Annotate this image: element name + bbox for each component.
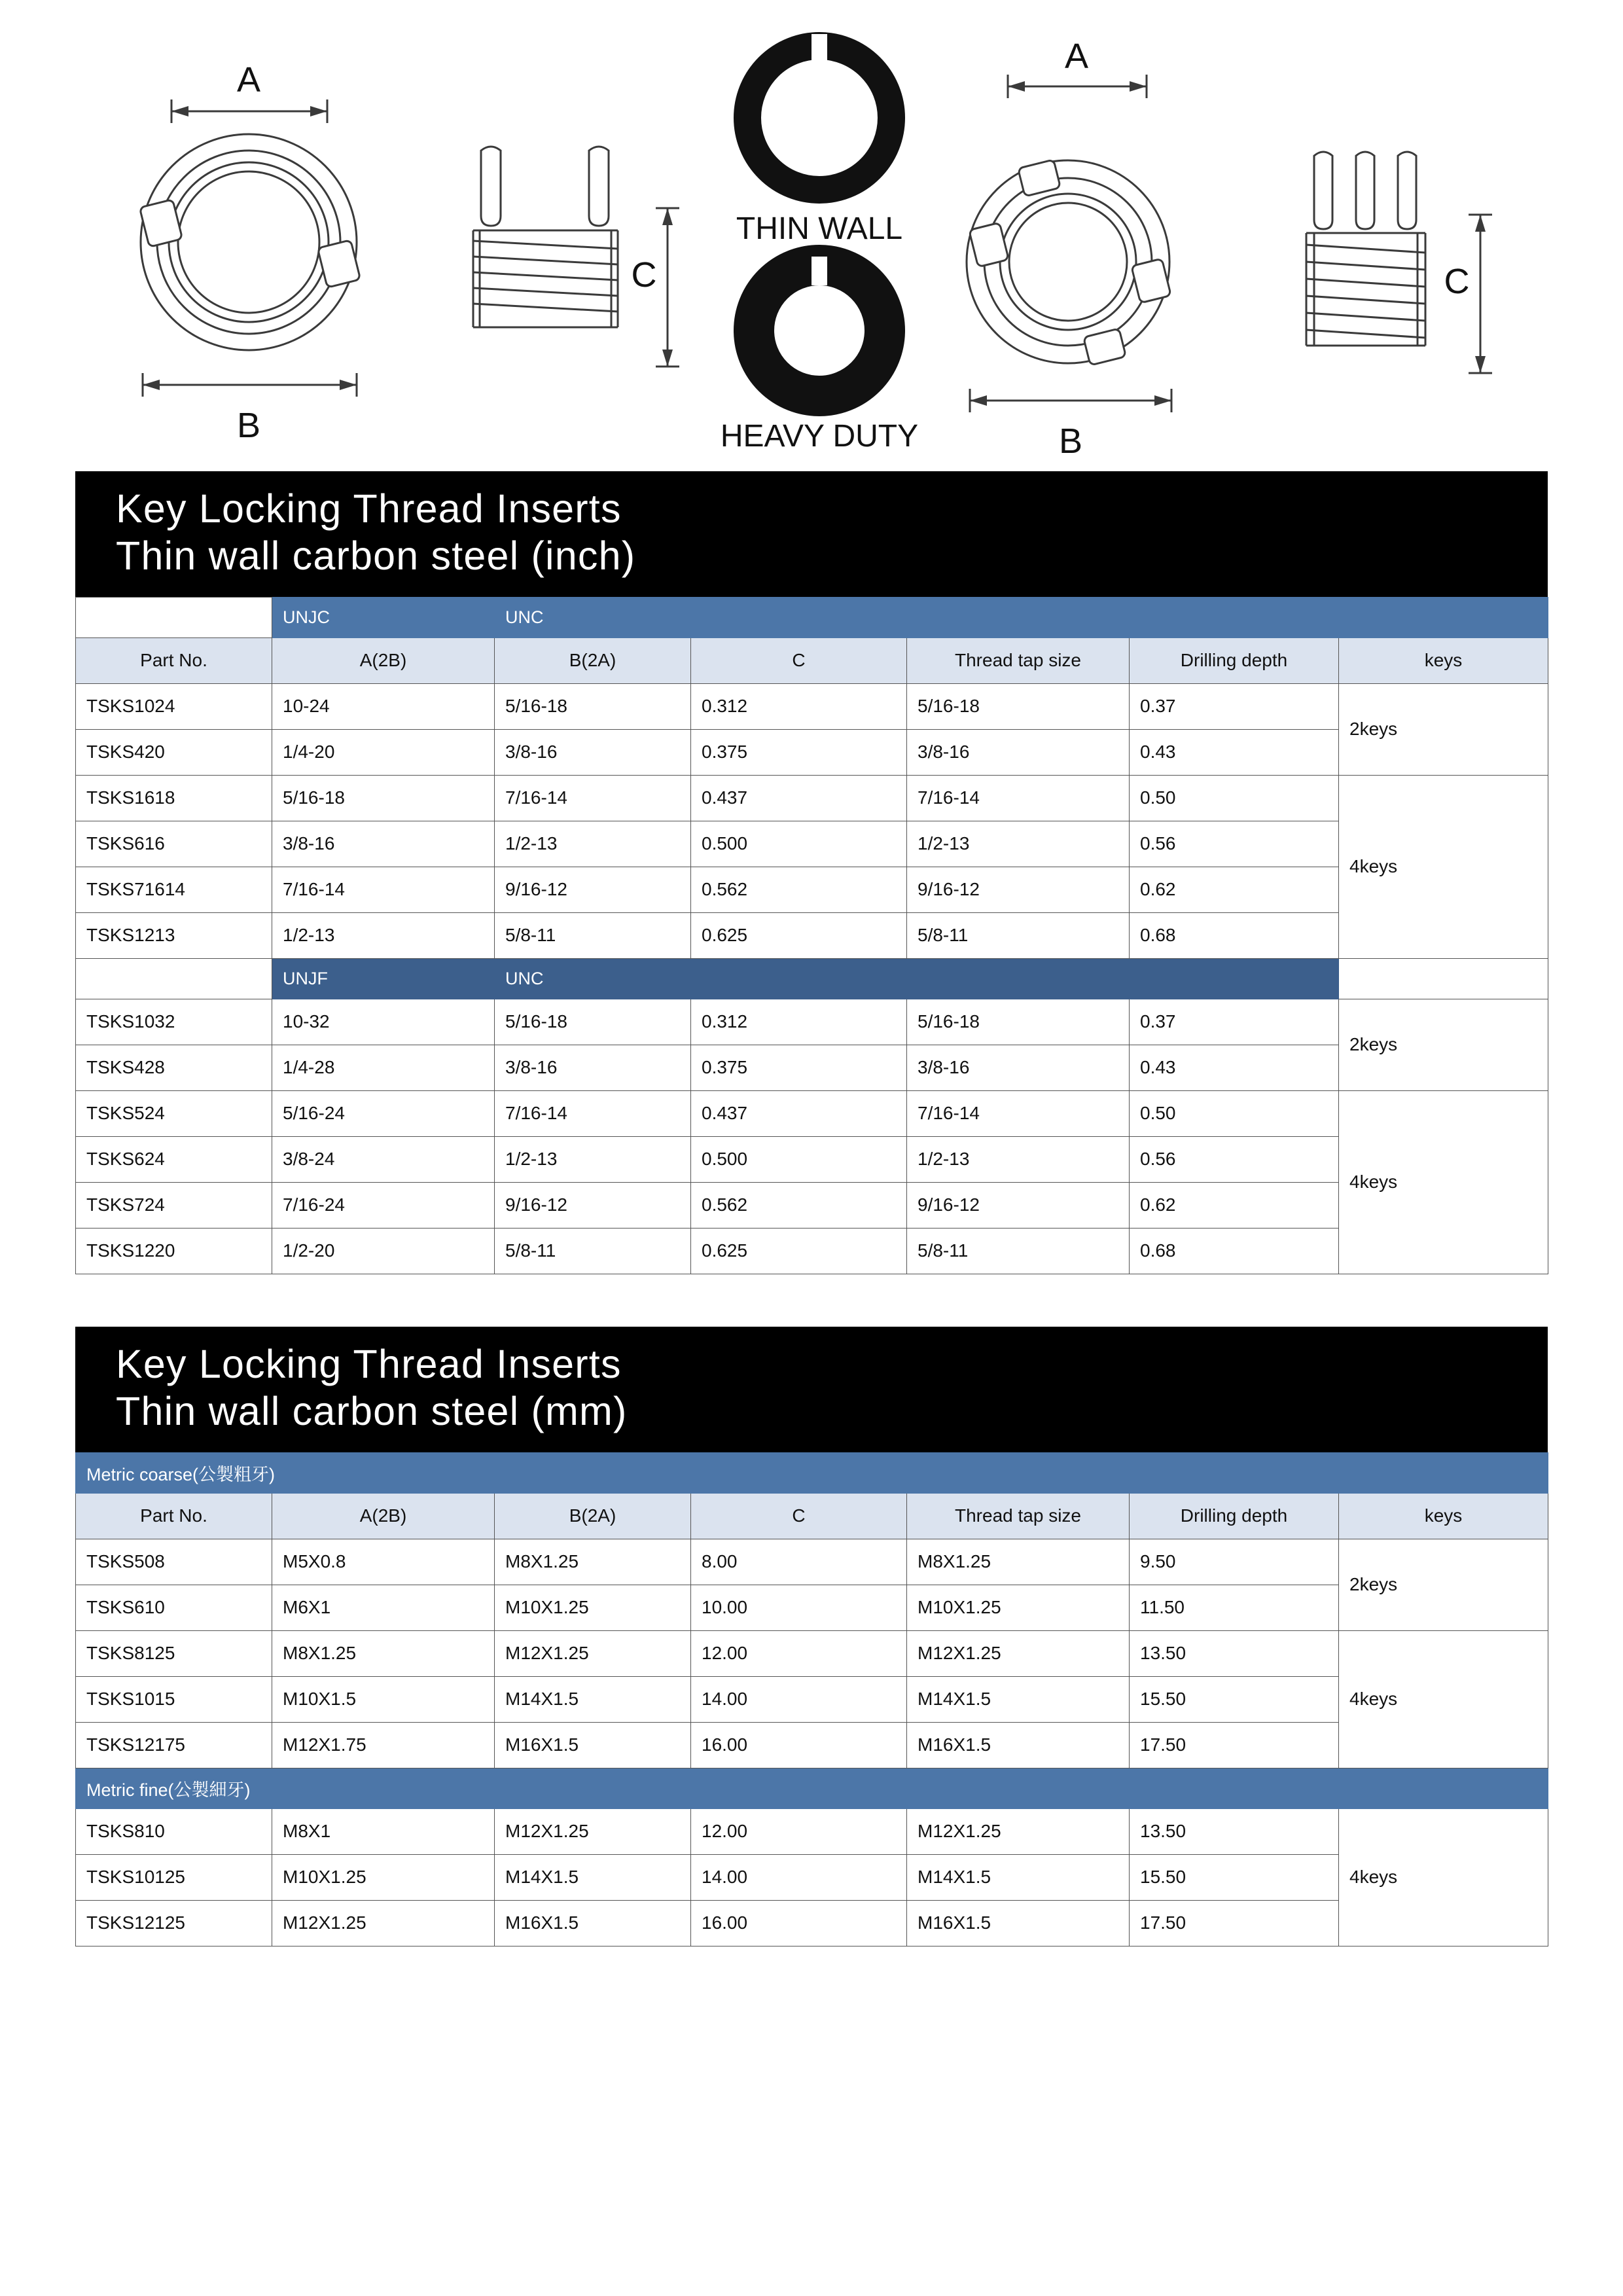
inch-g1-r1-c: 0.375	[691, 729, 907, 775]
block-spacer	[0, 1274, 1623, 1300]
table-row	[76, 1630, 1548, 1676]
metric-g2-r0-a: M8X1	[272, 1808, 495, 1854]
inch-g1-r4-tap: 9/16-12	[907, 867, 1130, 912]
inch-g1-keys-a: 2keys	[1339, 683, 1548, 775]
inch-g1-r1-drill: 0.43	[1130, 729, 1339, 775]
inch-g2-r5-drill: 0.68	[1130, 1228, 1339, 1274]
dimension-b-right	[970, 389, 1171, 412]
metric-title-bar	[75, 1327, 1548, 1452]
metric-g1-r1-tap: M10X1.25	[907, 1585, 1130, 1630]
table-row	[76, 1182, 1548, 1228]
table-row	[76, 1676, 1548, 1722]
inch-g1-r0-c: 0.312	[691, 683, 907, 729]
metric-group2-label: Metric fine(公製細牙)	[76, 1768, 1548, 1808]
inch-g2-r2-c: 0.437	[691, 1090, 907, 1136]
inch-g1-r2-tap: 7/16-14	[907, 775, 1130, 821]
metric-g1-r4-c: 16.00	[691, 1722, 907, 1768]
label-a-right: A	[1064, 37, 1089, 76]
metric-header-row	[76, 1493, 1548, 1539]
metric-g2-r2-tap: M16X1.5	[907, 1900, 1130, 1946]
metric-header-a: A(2B)	[272, 1493, 495, 1539]
inch-g1-r5-tap: 5/8-11	[907, 912, 1130, 958]
inch-g1-r4-a: 7/16-14	[272, 867, 495, 912]
heavy-duty-side-view	[1306, 152, 1425, 346]
inch-g2-r4-drill: 0.62	[1130, 1182, 1339, 1228]
table-row	[76, 729, 1548, 775]
metric-g1-r1-c: 10.00	[691, 1585, 907, 1630]
metric-title-line-1: Key Locking Thread Inserts	[116, 1341, 622, 1386]
inch-title-line-2: Thin wall carbon steel (inch)	[116, 533, 636, 578]
metric-g1-r3-drill: 15.50	[1130, 1676, 1339, 1722]
inch-g1-keys-b: 4keys	[1339, 775, 1548, 958]
heavy-duty-top-view	[967, 160, 1171, 365]
inch-g1-r3-tap: 1/2-13	[907, 821, 1130, 867]
inch-title-bar	[75, 471, 1548, 597]
metric-g2-keys: 4keys	[1339, 1808, 1548, 1946]
metric-g2-r2-b: M16X1.5	[495, 1900, 691, 1946]
inch-g2-r4-b: 9/16-12	[495, 1182, 691, 1228]
metric-header-keys: keys	[1339, 1493, 1548, 1539]
inch-g2-r3-a: 3/8-24	[272, 1136, 495, 1182]
inch-g2-r5-tap: 5/8-11	[907, 1228, 1130, 1274]
table-row	[76, 821, 1548, 867]
dimension-c-left	[656, 208, 679, 367]
metric-g1-r3-c: 14.00	[691, 1676, 907, 1722]
block-spacer-2	[0, 1300, 1623, 1327]
metric-g2-r2-a: M12X1.25	[272, 1900, 495, 1946]
inch-g2-r0-a: 10-32	[272, 999, 495, 1045]
metric-g1-r0-drill: 9.50	[1130, 1539, 1339, 1585]
metric-g1-r3-part: TSKS1015	[76, 1676, 272, 1722]
metric-g2-r1-a: M10X1.25	[272, 1854, 495, 1900]
metric-g2-r2-c: 16.00	[691, 1900, 907, 1946]
inch-g2-r0-drill: 0.37	[1130, 999, 1339, 1045]
inch-g1-r0-tap: 5/16-18	[907, 683, 1130, 729]
inch-group2-pad1	[691, 958, 907, 999]
inch-header-row	[76, 637, 1548, 683]
inch-g2-r0-tap: 5/16-18	[907, 999, 1130, 1045]
metric-g1-r2-a: M8X1.25	[272, 1630, 495, 1676]
metric-g1-r2-c: 12.00	[691, 1630, 907, 1676]
label-b-left: B	[236, 406, 261, 445]
inch-g1-r0-a: 10-24	[272, 683, 495, 729]
label-a-left: A	[236, 60, 261, 99]
metric-g1-r3-tap: M14X1.5	[907, 1676, 1130, 1722]
metric-g2-r0-c: 12.00	[691, 1808, 907, 1854]
table-row	[76, 867, 1548, 912]
inch-g1-r0-part: TSKS1024	[76, 683, 272, 729]
inch-g2-r3-drill: 0.56	[1130, 1136, 1339, 1182]
inch-group1-blank	[76, 597, 272, 637]
heavy-duty-ring-icon	[754, 257, 885, 396]
inch-header-a: A(2B)	[272, 637, 495, 683]
metric-g1-r4-b: M16X1.5	[495, 1722, 691, 1768]
table-row	[76, 775, 1548, 821]
inch-g2-keys-a: 2keys	[1339, 999, 1548, 1090]
metric-g1-r2-b: M12X1.25	[495, 1630, 691, 1676]
inch-g1-r5-drill: 0.68	[1130, 912, 1339, 958]
thin-wall-top-view	[139, 134, 360, 350]
inch-group1-subhead	[76, 597, 1548, 637]
metric-g1-r0-a: M5X0.8	[272, 1539, 495, 1585]
table-row	[76, 1900, 1548, 1946]
inch-g1-r1-tap: 3/8-16	[907, 729, 1130, 775]
inch-group2-col2: UNJF	[272, 958, 495, 999]
inch-g1-r3-drill: 0.56	[1130, 821, 1339, 867]
inch-g1-r2-c: 0.437	[691, 775, 907, 821]
inch-g2-r2-tap: 7/16-14	[907, 1090, 1130, 1136]
inch-g2-r2-b: 7/16-14	[495, 1090, 691, 1136]
table-row	[76, 999, 1548, 1045]
metric-title-line-2: Thin wall carbon steel (mm)	[116, 1388, 628, 1433]
inch-header-part-no: Part No.	[76, 637, 272, 683]
table-row	[76, 1045, 1548, 1090]
metric-header-part-no: Part No.	[76, 1493, 272, 1539]
inch-g1-r2-part: TSKS1618	[76, 775, 272, 821]
metric-g1-r0-c: 8.00	[691, 1539, 907, 1585]
inch-spec-table	[75, 597, 1548, 1274]
metric-header-b: B(2A)	[495, 1493, 691, 1539]
inch-group1-col2: UNJC	[272, 597, 495, 637]
thin-wall-ring-icon	[747, 34, 891, 190]
metric-g1-r3-a: M10X1.5	[272, 1676, 495, 1722]
metric-header-drill-depth: Drilling depth	[1130, 1493, 1339, 1539]
metric-g1-r2-part: TSKS8125	[76, 1630, 272, 1676]
inch-g2-r4-tap: 9/16-12	[907, 1182, 1130, 1228]
inch-group2-blank	[76, 958, 272, 999]
inch-g1-r4-drill: 0.62	[1130, 867, 1339, 912]
inch-g1-r0-b: 5/16-18	[495, 683, 691, 729]
metric-g1-r0-tap: M8X1.25	[907, 1539, 1130, 1585]
metric-group1-label: Metric coarse(公製粗牙)	[76, 1452, 1548, 1493]
inch-g2-r1-drill: 0.43	[1130, 1045, 1339, 1090]
metric-g2-r0-tap: M12X1.25	[907, 1808, 1130, 1854]
inch-header-drill-depth: Drilling depth	[1130, 637, 1339, 683]
inch-g1-r3-c: 0.500	[691, 821, 907, 867]
inch-header-keys: keys	[1339, 637, 1548, 683]
metric-header-tap-size: Thread tap size	[907, 1493, 1130, 1539]
inch-g2-r1-b: 3/8-16	[495, 1045, 691, 1090]
metric-g1-r0-b: M8X1.25	[495, 1539, 691, 1585]
inch-g2-r1-a: 1/4-28	[272, 1045, 495, 1090]
inch-group2-pad4	[1339, 958, 1548, 999]
metric-group1-subhead	[76, 1452, 1548, 1493]
inch-g1-r4-part: TSKS71614	[76, 867, 272, 912]
label-thin-wall: THIN WALL	[736, 211, 903, 246]
table-row	[76, 1808, 1548, 1854]
metric-g1-r4-part: TSKS12175	[76, 1722, 272, 1768]
inch-g1-r2-b: 7/16-14	[495, 775, 691, 821]
inch-g1-r1-a: 1/4-20	[272, 729, 495, 775]
inch-header-b: B(2A)	[495, 637, 691, 683]
metric-g2-r1-drill: 15.50	[1130, 1854, 1339, 1900]
table-row	[76, 1228, 1548, 1274]
inch-g2-r3-c: 0.500	[691, 1136, 907, 1182]
table-row	[76, 683, 1548, 729]
metric-g1-r3-b: M14X1.5	[495, 1676, 691, 1722]
inch-g1-r5-b: 5/8-11	[495, 912, 691, 958]
inch-g1-r3-part: TSKS616	[76, 821, 272, 867]
inch-g1-r0-drill: 0.37	[1130, 683, 1339, 729]
metric-g2-r2-drill: 17.50	[1130, 1900, 1339, 1946]
metric-g1-r0-part: TSKS508	[76, 1539, 272, 1585]
inch-group1-col3: UNC	[495, 597, 1548, 637]
inch-g2-r4-c: 0.562	[691, 1182, 907, 1228]
metric-spec-table	[75, 1452, 1548, 1946]
inch-g2-r0-part: TSKS1032	[76, 999, 272, 1045]
dimension-b-left	[143, 373, 357, 397]
metric-g1-r4-tap: M16X1.5	[907, 1722, 1130, 1768]
dimension-c-right	[1469, 215, 1492, 373]
metric-g1-r1-part: TSKS610	[76, 1585, 272, 1630]
table-row	[76, 1585, 1548, 1630]
metric-g1-r4-a: M12X1.75	[272, 1722, 495, 1768]
inch-g2-r0-b: 5/16-18	[495, 999, 691, 1045]
table-row	[76, 1722, 1548, 1768]
inch-g2-r3-tap: 1/2-13	[907, 1136, 1130, 1182]
metric-header-c: C	[691, 1493, 907, 1539]
inch-g2-r5-a: 1/2-20	[272, 1228, 495, 1274]
inch-g2-r0-c: 0.312	[691, 999, 907, 1045]
inch-g2-r1-c: 0.375	[691, 1045, 907, 1090]
inch-group2-pad3	[1130, 958, 1339, 999]
inch-g2-r5-c: 0.625	[691, 1228, 907, 1274]
metric-g2-r1-c: 14.00	[691, 1854, 907, 1900]
label-b-right: B	[1058, 422, 1083, 461]
inch-header-c: C	[691, 637, 907, 683]
inch-g1-r3-a: 3/8-16	[272, 821, 495, 867]
thin-wall-side-view	[473, 147, 618, 327]
metric-g1-keys-b: 4keys	[1339, 1630, 1548, 1768]
inch-g2-r5-b: 5/8-11	[495, 1228, 691, 1274]
inch-g1-r1-b: 3/8-16	[495, 729, 691, 775]
inch-g2-r4-a: 7/16-24	[272, 1182, 495, 1228]
table-row	[76, 1136, 1548, 1182]
inch-g2-r5-part: TSKS1220	[76, 1228, 272, 1274]
inch-g2-r2-part: TSKS524	[76, 1090, 272, 1136]
product-diagram	[0, 0, 1623, 471]
inch-g1-r5-c: 0.625	[691, 912, 907, 958]
metric-g1-r2-drill: 13.50	[1130, 1630, 1339, 1676]
metric-g2-r2-part: TSKS12125	[76, 1900, 272, 1946]
inch-g2-keys-b: 4keys	[1339, 1090, 1548, 1274]
inch-header-tap-size: Thread tap size	[907, 637, 1130, 683]
inch-title-line-1: Key Locking Thread Inserts	[116, 486, 622, 531]
dimension-a-left	[171, 99, 327, 123]
metric-g2-r0-b: M12X1.25	[495, 1808, 691, 1854]
metric-g2-r0-part: TSKS810	[76, 1808, 272, 1854]
metric-g2-r1-b: M14X1.5	[495, 1854, 691, 1900]
metric-g2-r1-tap: M14X1.5	[907, 1854, 1130, 1900]
metric-g1-r1-drill: 11.50	[1130, 1585, 1339, 1630]
table-row	[76, 912, 1548, 958]
inch-g1-r1-part: TSKS420	[76, 729, 272, 775]
inch-g2-r3-part: TSKS624	[76, 1136, 272, 1182]
inch-group2-subhead	[76, 958, 1548, 999]
metric-spec-block	[75, 1327, 1548, 1946]
metric-g2-r0-drill: 13.50	[1130, 1808, 1339, 1854]
metric-group2-subhead	[76, 1768, 1548, 1808]
table-row	[76, 1539, 1548, 1585]
inch-g1-r2-a: 5/16-18	[272, 775, 495, 821]
inch-g2-r3-b: 1/2-13	[495, 1136, 691, 1182]
inch-g1-r5-a: 1/2-13	[272, 912, 495, 958]
metric-g1-r1-a: M6X1	[272, 1585, 495, 1630]
inch-g1-r4-b: 9/16-12	[495, 867, 691, 912]
inch-g2-r2-a: 5/16-24	[272, 1090, 495, 1136]
metric-g1-r1-b: M10X1.25	[495, 1585, 691, 1630]
label-c-left: C	[631, 255, 657, 295]
inch-g2-r4-part: TSKS724	[76, 1182, 272, 1228]
dimension-a-right	[1008, 75, 1147, 98]
table-row	[76, 1854, 1548, 1900]
metric-g2-r1-part: TSKS10125	[76, 1854, 272, 1900]
inch-g1-r5-part: TSKS1213	[76, 912, 272, 958]
inch-g2-r2-drill: 0.50	[1130, 1090, 1339, 1136]
inch-spec-block	[75, 471, 1548, 1274]
inch-g1-r2-drill: 0.50	[1130, 775, 1339, 821]
inch-g2-r1-tap: 3/8-16	[907, 1045, 1130, 1090]
inch-g2-r1-part: TSKS428	[76, 1045, 272, 1090]
diagram-svg	[0, 0, 1623, 471]
inch-group2-col3: UNC	[495, 958, 691, 999]
metric-g1-keys-a: 2keys	[1339, 1539, 1548, 1630]
table-row	[76, 1090, 1548, 1136]
label-c-right: C	[1444, 262, 1470, 301]
inch-g1-r4-c: 0.562	[691, 867, 907, 912]
metric-g1-r2-tap: M12X1.25	[907, 1630, 1130, 1676]
inch-group2-pad2	[907, 958, 1130, 999]
inch-g1-r3-b: 1/2-13	[495, 821, 691, 867]
metric-g1-r4-drill: 17.50	[1130, 1722, 1339, 1768]
label-heavy-duty: HEAVY DUTY	[720, 419, 919, 454]
